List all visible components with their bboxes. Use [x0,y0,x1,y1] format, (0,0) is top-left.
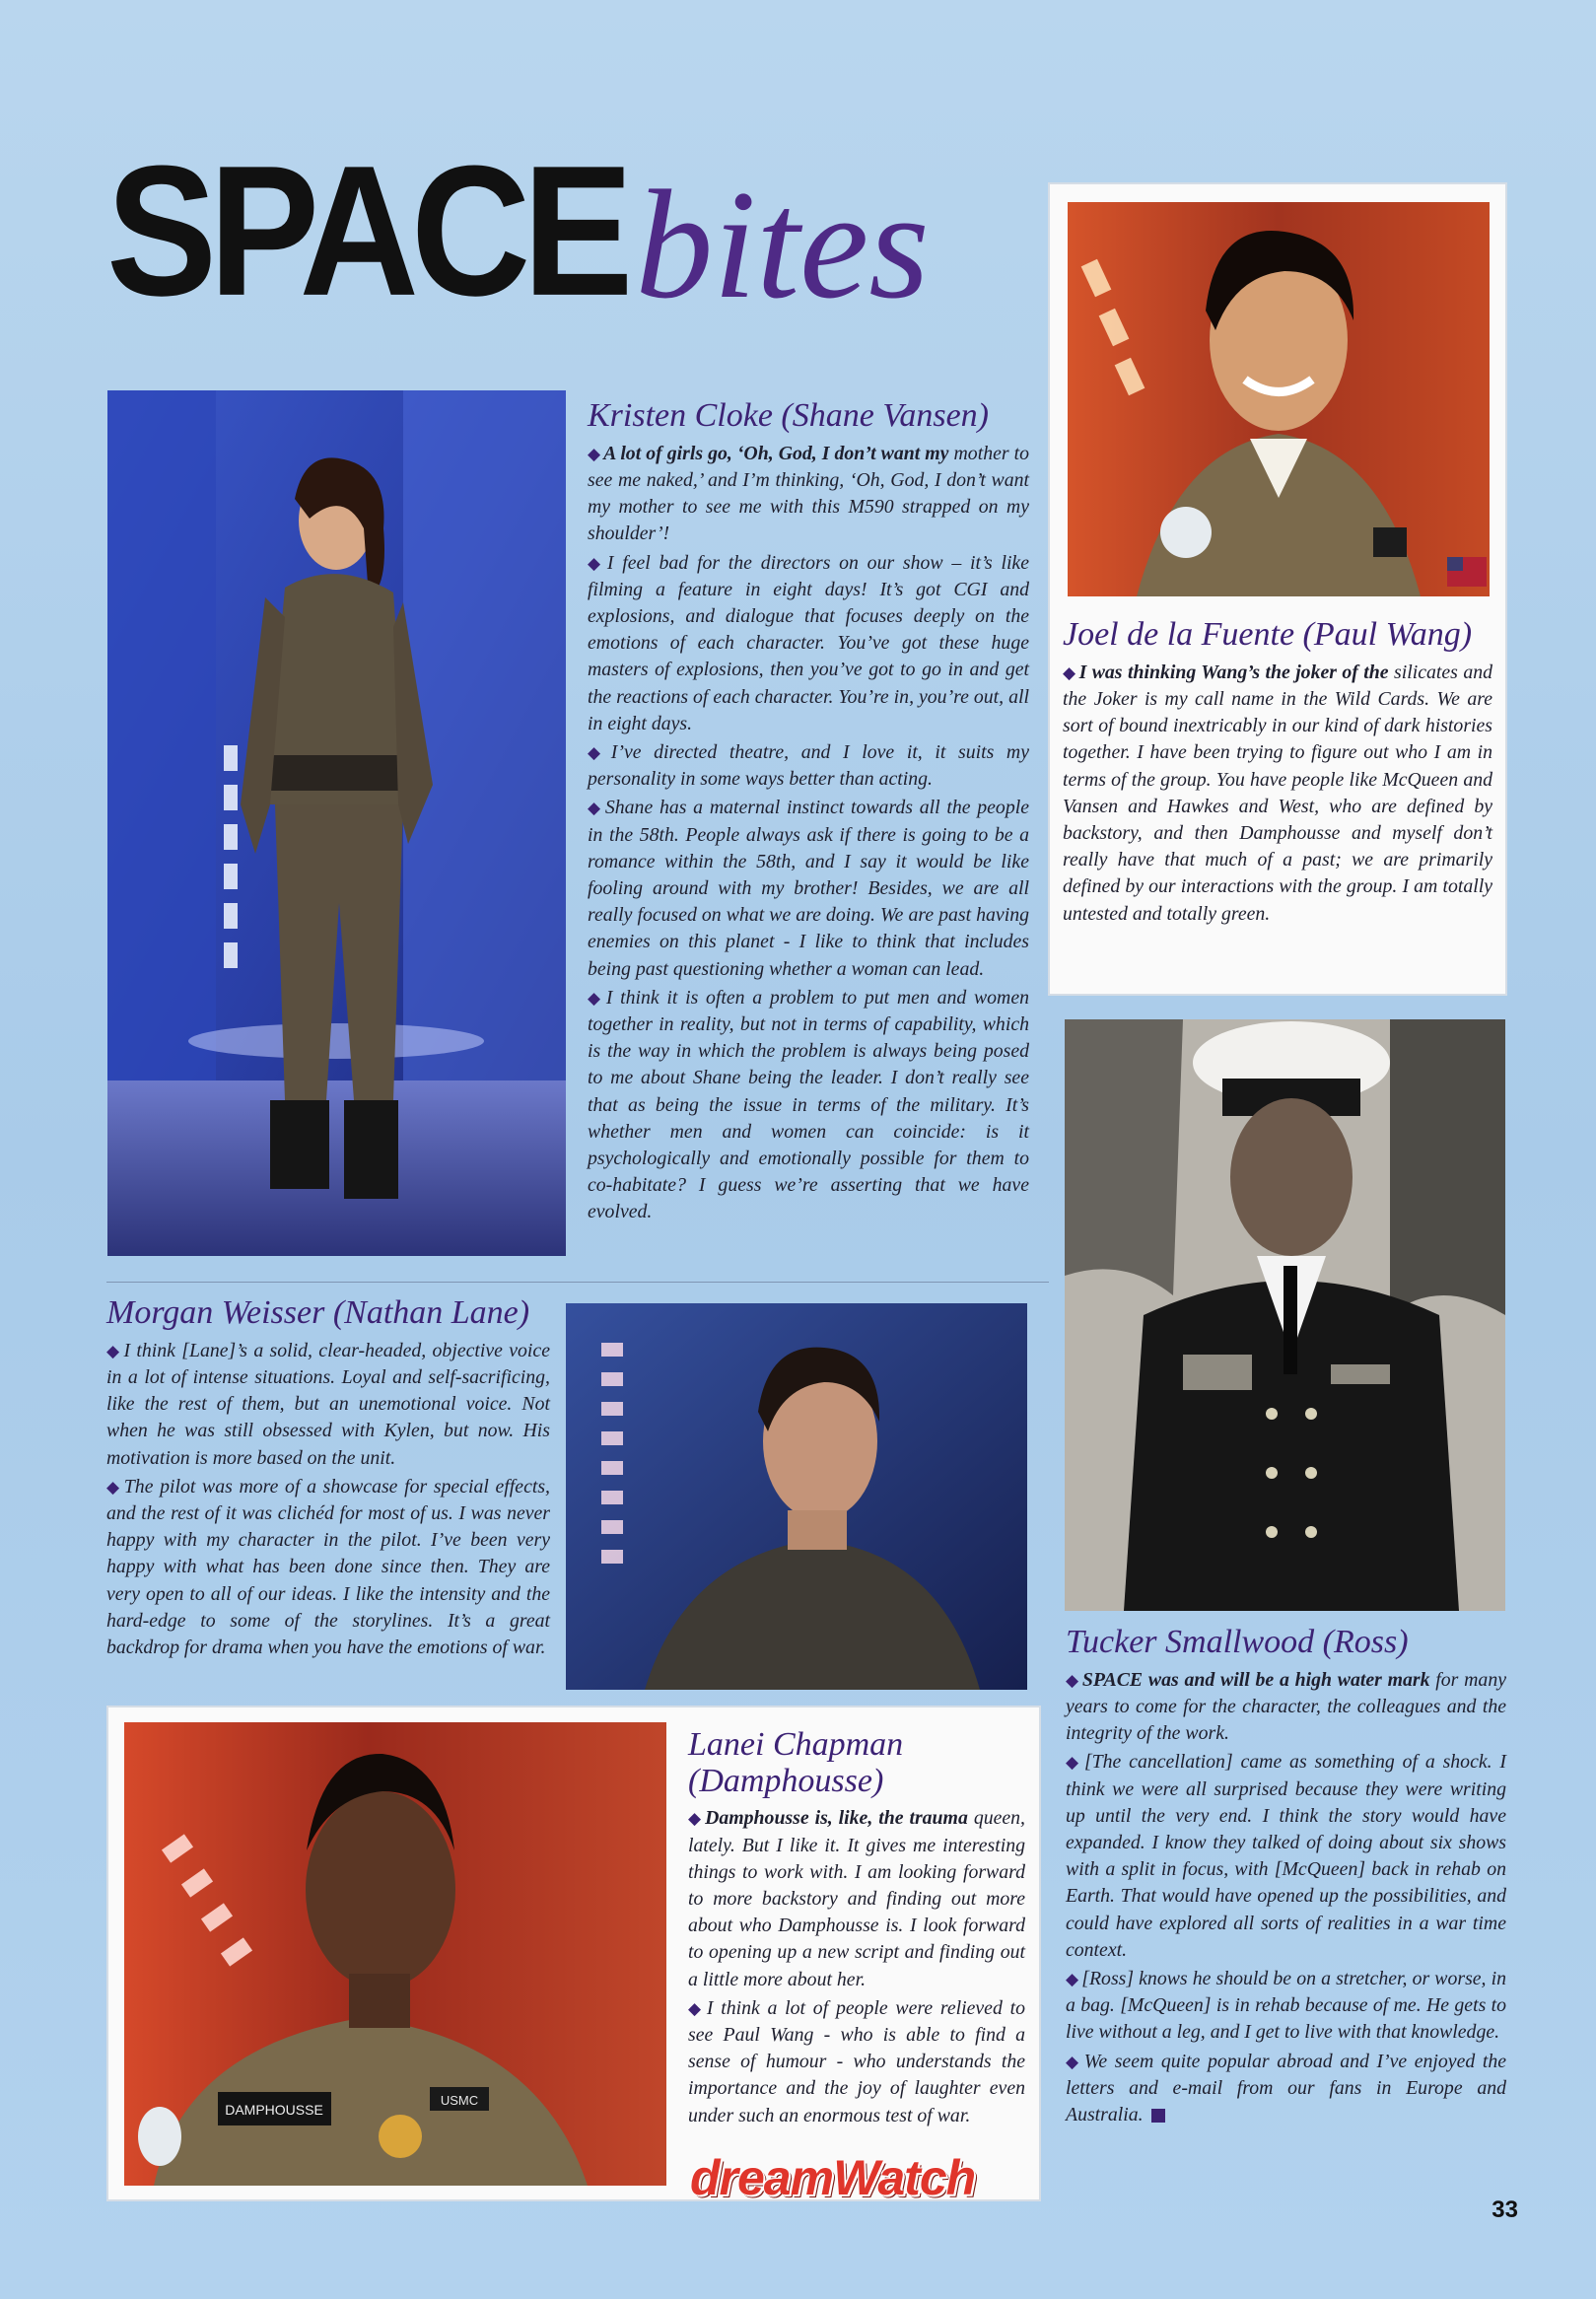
photo-tucker-smallwood [1065,1019,1505,1611]
bullet-icon: ◆ [106,1341,121,1360]
page-number: 33 [1492,2196,1518,2223]
tucker-para-3-text: [Ross] knows he should be on a stretcher, or worse, in a bag. [McQueen] is in rehab because of me. He gets to live without a leg, and I get to live with that knowledge. [1066,1967,1506,2044]
kristen-para-5 [588,985,1029,1226]
lanei-para-2 [688,1995,1025,2129]
photo-morgan-weisser [566,1303,1027,1690]
tucker-para-2 [1066,1749,1506,1964]
morgan-para-1 [106,1338,550,1472]
article-morgan [106,1295,550,1700]
bullet-icon: ◆ [588,799,602,818]
kristen-para-3-text: I’ve directed theatre, and I love it, it suits my personality in some ways better than acting. [588,740,1029,791]
kristen-heading: Kristen Cloke (Shane Vansen) [588,397,989,434]
tucker-para-1-text: for many years to come for the character, the colleagues and the integrity of the work. [1066,1668,1506,1745]
photo-kristen-cloke [107,390,566,1256]
title-bites: bites [635,159,930,331]
tucker-para-4 [1066,2049,1506,2129]
article-kristen [588,398,1029,1266]
kristen-para-5-text: I think it is often a problem to put men and women together in reality, but not in terms of capability, which is the way in which the problem is always being posed to me about Shane being the leader. I don’t really see that as being the issue in terms of the military. It’s whether men and women can coincide: is it psychologically and emotionally possible for them to co-habitate? I guess we’re asserting that we have evolved. [588,986,1029,1223]
kristen-para-4 [588,795,1029,982]
bullet-icon: ◆ [106,1477,121,1497]
bullet-icon: ◆ [688,1998,704,2018]
bullet-icon: ◆ [1066,1969,1079,1988]
tucker-para-4-text: We seem quite popular abroad and I’ve enjoyed the letters and e-mail from our fans in Europe and Australia. [1066,2050,1507,2125]
bullet-icon: ◆ [588,444,601,463]
joel-para-1-text: silicates and the Joker is my call name in the Wild Cards. We are sort of bound inextricably in our kind of dark histories together. I have been trying to figure out who I am in terms of the group. You have people like McQueen and Vansen and Hawkes and West, who are defined by backstory, and then Damphousse and myself don’t really have that much of a past; we are primarily defined by our interactions with the group. I am totally untested and totally green. [1063,661,1492,925]
lanei-para-2-text: I think a lot of people were relieved to see Paul Wang - who is able to find a sense of humour - who understands the importance and the joy of laughter even under such an enormous test of war. [688,1996,1025,2126]
bullet-icon: ◆ [1066,1753,1081,1773]
morgan-para-2-text: The pilot was more of a showcase for special effects, and the rest of it was clichéd for most of us. I was never happy with my character in the pilot. I’ve been very happy with what has been done since then. They are very open to all of our ideas. I like the intensity and the hard-edge to some of the storylines. It’s a great backdrop for drama when you have the emotions of war. [106,1475,551,1658]
kristen-para-3 [588,739,1029,793]
bullet-icon: ◆ [588,988,603,1008]
article-lanei [688,1727,1025,2195]
kristen-para-1-text: mother to see me naked,’ and I’m thinking, ‘Oh, God, I don’t want my mother to see me with this M590 strapped on my shoulder’! [588,442,1029,545]
lanei-lead: Damphousse is, like, the trauma [705,1807,968,1830]
article-joel [1063,617,1492,992]
photo-joel-de-la-fuente [1068,202,1490,596]
tucker-heading: Tucker Smallwood (Ross) [1066,1624,1409,1660]
joel-para-1 [1063,660,1492,928]
bullet-icon: ◆ [1066,1670,1079,1690]
patch-text: USMC [440,2093,479,2108]
morgan-heading: Morgan Weisser (Nathan Lane) [106,1294,530,1331]
lanei-para-1-text: queen, lately. But I like it. It gives me interesting things to work with. I am looking forward to more backstory and finding out more about who Damphousse is. I look forward to opening up a new script and finding out a little more about her. [688,1807,1025,1990]
lanei-para-1 [688,1805,1025,1992]
tucker-lead: SPACE was and will be a high water mark [1081,1668,1430,1691]
photo-lanei-chapman [124,1722,666,2186]
dreamwatch-logo: dreamWatch [690,2150,976,2205]
section-divider [106,1282,1049,1283]
kristen-para-4-text: Shane has a maternal instinct towards all the people in the 58th. People always ask if there is going to be a romance within the 58th, and I say it would be like fooling around with my brother! Besides, we are all really focused on what we are doing. We are past having enemies on this planet - I like to think that includes being past questioning whether a woman can lead. [588,797,1029,980]
kristen-para-1 [588,441,1029,548]
bullet-icon: ◆ [1066,2052,1081,2071]
kristen-lead: A lot of girls go, ‘Oh, God, I don’t want my [603,442,949,464]
bullet-icon: ◆ [588,742,608,762]
bullet-icon: ◆ [588,553,604,573]
kristen-para-2-text: I feel bad for the directors on our show – it’s like filming a feature in eight days! It’s got CGI and explosions, and dialogue that focuses deeply on the emotions of each character. You’ve got these huge masters of explosions, then you’ve got to go in and get the reactions of each character. You’re in, you’re out, all in eight days. [588,551,1029,734]
page-title [106,126,930,375]
tucker-para-3 [1066,1966,1506,2047]
kristen-para-2 [588,550,1029,737]
tucker-para-1 [1066,1667,1506,1748]
bullet-icon: ◆ [688,1809,703,1829]
title-space: SPACE [106,126,626,335]
lanei-heading: Lanei Chapman (Damphousse) [688,1726,904,1799]
morgan-para-1-text: I think [Lane]’s a solid, clear-headed, objective voice in a lot of intense situations. Loyal and self-sacrificing, like the rest of them, but an unemotional voice. Not when he was still obsessed with Kylen, but now. His motivation is more based on the unit. [106,1339,550,1469]
joel-lead: I was thinking Wang’s the joker of the [1078,661,1389,683]
tucker-para-2-text: [The cancellation] came as something of a shock. I think we were all surprised because they were writing up until the very end. I think the story would have expanded. I know they talked of doing about six shows with a split in focus, with [McQueen] back in rehab on Earth. That would have opened up the possibilities, and could have explored all sorts of realities in a war time context. [1066,1751,1506,1961]
name-tag-text: DAMPHOUSSE [225,2102,323,2118]
morgan-para-2 [106,1474,550,1661]
end-mark-icon [1151,2109,1165,2123]
article-tucker [1066,1625,1506,2192]
bullet-icon: ◆ [1063,662,1076,682]
joel-heading: Joel de la Fuente (Paul Wang) [1063,616,1473,653]
